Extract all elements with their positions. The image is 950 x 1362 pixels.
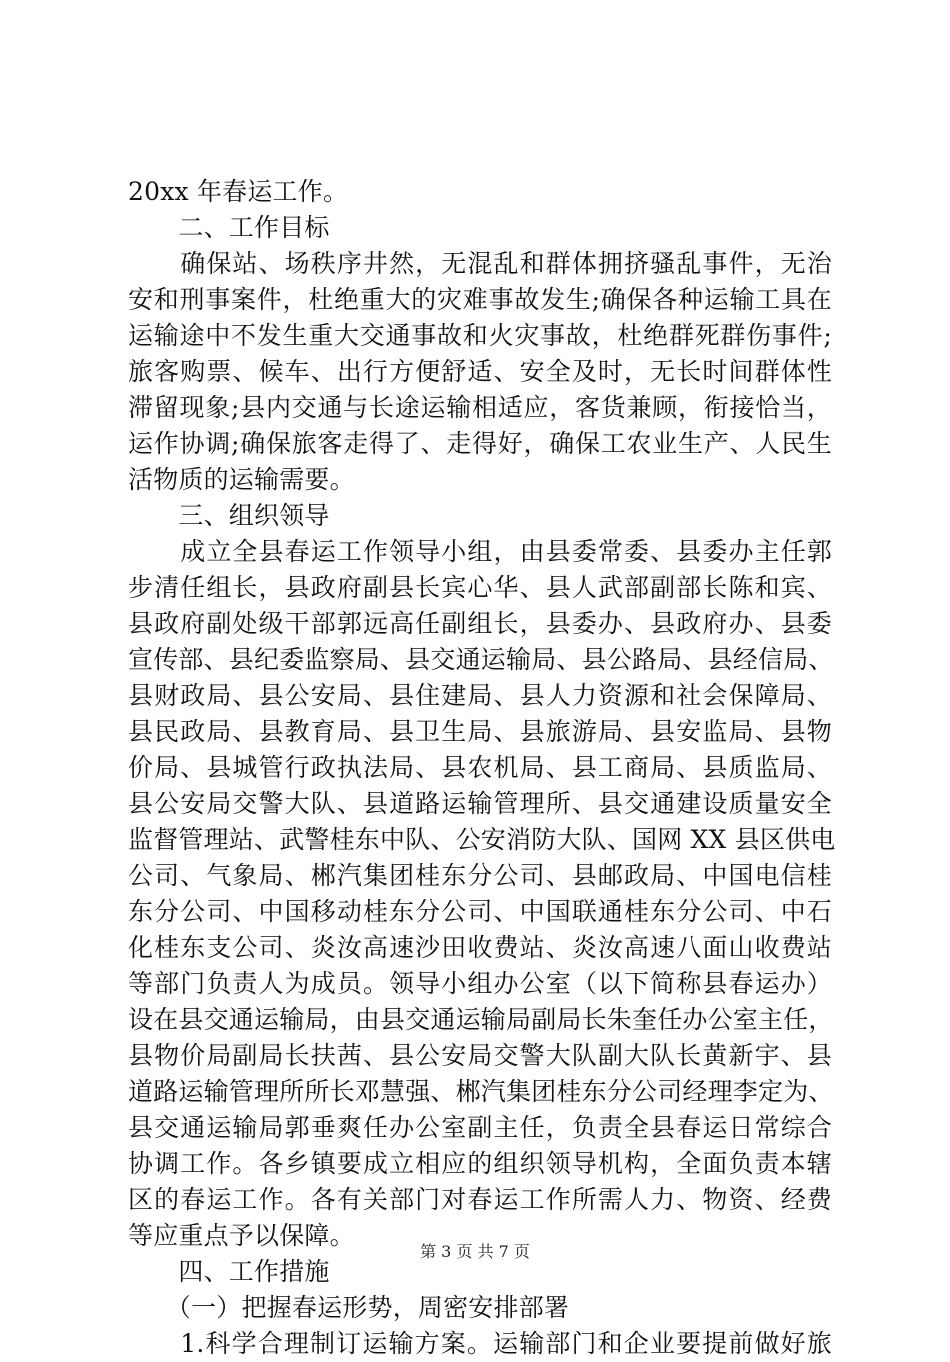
text-line: 运输途中不发生重大交通事故和火灾事故，杜绝群死群伤事件; [128, 321, 832, 350]
text-line: 协调工作。各乡镇要成立相应的组织领导机构，全面负责本辖 [128, 1149, 832, 1178]
text-line: 二、工作目标 [128, 213, 330, 242]
text-line: （一）把握春运形势，周密安排部署 [128, 1293, 570, 1322]
text-line: 价局、县城管行政执法局、县农机局、县工商局、县质监局、 [128, 753, 832, 782]
document-body [128, 174, 836, 1362]
text-line: 宣传部、县纪委监察局、县交通运输局、县公路局、县经信局、 [128, 645, 834, 674]
text-line: 安和刑事案件，杜绝重大的灾难事故发生;确保各种运输工具在 [128, 285, 832, 314]
text-line: 县政府副处级干部郭远高任副组长，县委办、县政府办、县委 [128, 609, 832, 638]
text-line: 县民政局、县教育局、县卫生局、县旅游局、县安监局、县物 [128, 717, 832, 746]
text-line: 1.科学合理制订运输方案。运输部门和企业要提前做好旅 [128, 1329, 832, 1358]
text-line: 县公安局交警大队、县道路运输管理所、县交通建设质量安全 [128, 789, 832, 818]
text-line: 成立全县春运工作领导小组，由县委常委、县委办主任郭 [128, 537, 832, 566]
text-line: 等应重点予以保障。 [128, 1221, 355, 1250]
text-line: 三、组织领导 [128, 501, 330, 530]
text-line: 化桂东支公司、炎汝高速沙田收费站、炎汝高速八面山收费站 [128, 933, 832, 962]
text-line: 旅客购票、候车、出行方便舒适、安全及时，无长时间群体性 [128, 357, 832, 386]
text-line: 运作协调;确保旅客走得了、走得好，确保工农业生产、人民生 [128, 429, 832, 458]
text-line: 区的春运工作。各有关部门对春运工作所需人力、物资、经费 [128, 1185, 832, 1214]
text-line: 县财政局、县公安局、县住建局、县人力资源和社会保障局、 [128, 681, 832, 710]
text-line: 活物质的运输需要。 [128, 465, 355, 494]
text-line: 步清任组长，县政府副县长宾心华、县人武部副部长陈和宾、 [128, 573, 832, 602]
text-line: 设在县交通运输局，由县交通运输局副局长朱奎任办公室主任， [128, 1005, 834, 1034]
text-line: 等部门负责人为成员。领导小组办公室（以下简称县春运办） [128, 969, 832, 998]
text-line: 四、工作措施 [128, 1257, 330, 1286]
text-line: 20xx 年春运工作。 [128, 177, 349, 206]
text-line: 滞留现象;县内交通与长途运输相适应，客货兼顾，衔接恰当， [128, 393, 832, 422]
text-line: 监督管理站、武警桂东中队、公安消防大队、国网 XX 县区供电 [128, 825, 836, 854]
text-line: 道路运输管理所所长邓慧强、郴汽集团桂东分公司经理李定为、 [128, 1077, 834, 1106]
text-line: 确保站、场秩序井然，无混乱和群体拥挤骚乱事件，无治 [128, 249, 832, 278]
text-line: 公司、气象局、郴汽集团桂东分公司、县邮政局、中国电信桂 [128, 861, 832, 890]
text-line: 县交通运输局郭垂爽任办公室副主任，负责全县春运日常综合 [128, 1113, 832, 1142]
page-footer: 第 3 页 共 7 页 [420, 1242, 530, 1261]
text-line: 东分公司、中国移动桂东分公司、中国联通桂东分公司、中石 [128, 897, 832, 926]
text-line: 县物价局副局长扶茜、县公安局交警大队副大队长黄新宇、县 [128, 1041, 832, 1070]
